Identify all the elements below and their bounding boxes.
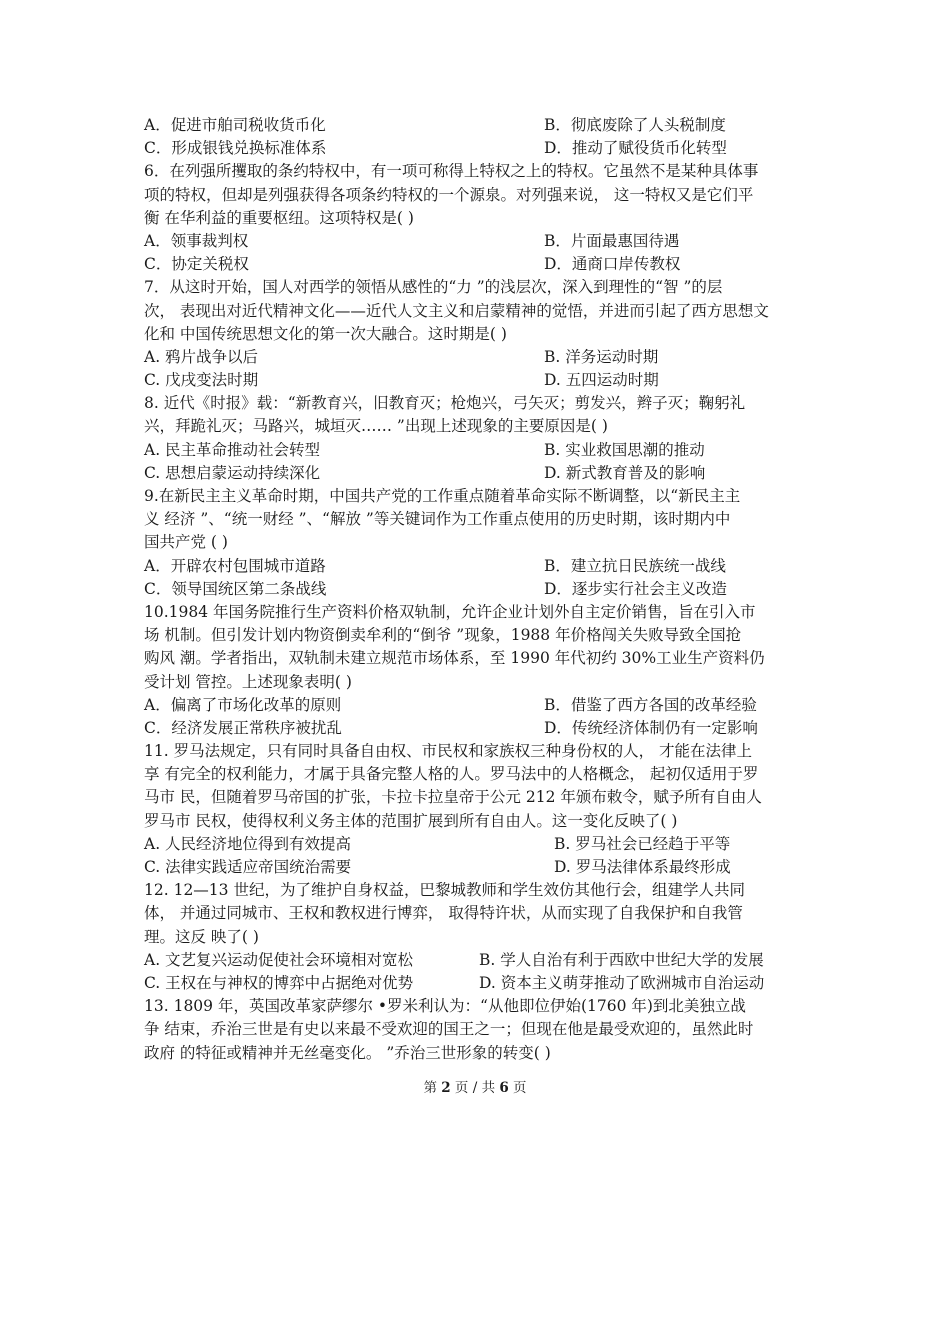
- question-text-line: 12. 12—13 世纪，为了维护自身权益，巴黎城教师和学生效仿其他行会，组建学人共同: [144, 881, 745, 900]
- exam-content: [144, 114, 814, 1065]
- option-c[interactable]: C. 戊戌变法时期: [144, 371, 259, 390]
- question-6: [144, 160, 814, 276]
- option-a[interactable]: A. 文艺复兴运动促使社会环境相对宽松: [144, 950, 414, 969]
- option-a[interactable]: A．偏离了市场化改革的原则: [144, 695, 342, 714]
- option-row: [144, 833, 814, 856]
- option-a[interactable]: A．开辟农村包围城市道路: [144, 556, 326, 575]
- option-c[interactable]: C．协定关税权: [144, 255, 249, 274]
- question-text-line: 11. 罗马法规定，只有同时具备自由权、市民权和家族权三种身份权的人， 才能在法律上: [144, 742, 753, 761]
- option-row: [144, 439, 814, 462]
- option-c[interactable]: C. 法律实践适应帝国统治需要: [144, 858, 352, 876]
- question-12: [144, 879, 814, 995]
- question-text-line: 化和 中国传统思想文化的第一次大融合。这时期是( ): [144, 324, 507, 343]
- option-row: [144, 346, 814, 369]
- question-text-line: 争 结束，乔治三世是有史以来最不受欢迎的国王之一；但现在他是最受欢迎的，虽然此时: [144, 1020, 754, 1039]
- question-9: [144, 485, 814, 601]
- question-5-options: [144, 114, 814, 160]
- question-text-line: 罗马市 民权，使得权利义务主体的范围扩展到所有自由人。这一变化反映了( ): [144, 811, 678, 830]
- option-b[interactable]: B．借鉴了西方各国的改革经验: [544, 695, 757, 714]
- option-d[interactable]: D．推动了赋役货币化转型: [544, 139, 727, 158]
- option-row: [144, 694, 814, 717]
- option-row: [144, 462, 814, 485]
- option-d[interactable]: D. 五四运动时期: [544, 371, 659, 390]
- option-row: [144, 369, 814, 392]
- page-footer: [0, 1079, 950, 1097]
- option-row: [144, 949, 814, 972]
- question-text-line: 义 经济 ”、“统一财经 ”、“解放 ”等关键词作为工作重点使用的历史时期，该时期内中: [144, 510, 731, 529]
- question-8: [144, 392, 814, 485]
- option-d[interactable]: D．逐步实行社会主义改造: [544, 579, 727, 598]
- question-text-line: 受计划 管控。上述现象表明( ): [144, 672, 352, 691]
- option-row: [144, 253, 814, 276]
- question-text-line: 享 有完全的权利能力，才属于具备完整人格的人。罗马法中的人格概念， 起初仅适用于罗: [144, 765, 759, 784]
- option-d[interactable]: D．传统经济体制仍有一定影响: [544, 718, 758, 737]
- question-text-line: 体， 并通过同城市、王权和教权进行博弈， 取得特许状，从而实现了自我保护和自我管: [144, 904, 743, 923]
- question-text-line: 项的特权，但却是列强获得各项条约特权的一个源泉。对列强来说， 这一特权又是它们平: [144, 185, 754, 204]
- option-b[interactable]: B. 实业救国思潮的推动: [544, 440, 705, 459]
- question-text-line: 国共产党 ( ): [144, 533, 228, 552]
- footer-suffix: 页: [508, 1080, 527, 1096]
- option-b[interactable]: B. 罗马社会已经趋于平等: [554, 834, 731, 853]
- option-c[interactable]: C．领导国统区第二条战线: [144, 579, 327, 598]
- option-row: [144, 555, 814, 578]
- question-text-line: 10.1984 年国务院推行生产资料价格双轨制，允许企业计划外自主定价销售，旨在引入市: [144, 602, 756, 621]
- option-d[interactable]: D. 罗马法律体系最终形成: [554, 858, 731, 876]
- option-c[interactable]: C．形成银钱兑换标准体系: [144, 139, 327, 158]
- page-total: 6: [499, 1080, 509, 1096]
- option-c[interactable]: C．经济发展正常秩序被扰乱: [144, 718, 342, 737]
- option-row: [144, 972, 814, 995]
- option-b[interactable]: B．彻底废除了人头税制度: [544, 116, 726, 134]
- question-text-line: 场 机制。但引发计划内物资倒卖牟利的“倒爷 ”现象，1988 年价格闯关失败导致全国抢: [144, 626, 742, 645]
- question-text-line: 政府 的特征或精神并无丝毫变化。 ”乔治三世形象的转变( ): [144, 1043, 551, 1062]
- question-text-line: 7．从这时开始，国人对西学的领悟从感性的“力 ”的浅层次，深入到理性的“智 ”的层: [144, 278, 723, 297]
- option-row: [144, 230, 814, 253]
- option-c[interactable]: C. 王权在与神权的博弈中占据绝对优势: [144, 973, 414, 992]
- option-row: [144, 578, 814, 601]
- option-row: [144, 856, 814, 879]
- option-a[interactable]: A．促进市舶司税收货币化: [144, 116, 326, 134]
- option-a[interactable]: A. 鸦片战争以后: [144, 347, 259, 366]
- question-11: [144, 740, 814, 879]
- question-text-line: 购风 潮。学者指出，双轨制未建立规范市场体系，至 1990 年代初约 30%工业生产资料仍: [144, 649, 765, 668]
- option-a[interactable]: A．领事裁判权: [144, 231, 249, 250]
- footer-middle: 页 / 共: [450, 1080, 500, 1096]
- option-c[interactable]: C. 思想启蒙运动持续深化: [144, 463, 321, 482]
- page-number: 2: [441, 1080, 451, 1096]
- option-d[interactable]: D. 新式教育普及的影响: [544, 463, 706, 482]
- option-row: [144, 137, 814, 160]
- question-text-line: 马市 民，但随着罗马帝国的扩张，卡拉卡拉皇帝于公元 212 年颁布敕令，赋予所有自由人: [144, 788, 762, 807]
- option-row: [144, 717, 814, 740]
- question-7: [144, 276, 814, 392]
- footer-prefix: 第: [423, 1080, 442, 1096]
- option-b[interactable]: B. 洋务运动时期: [544, 347, 659, 366]
- option-b[interactable]: B．片面最惠国待遇: [544, 231, 680, 250]
- question-text-line: 6．在列强所攫取的条约特权中，有一项可称得上特权之上的特权。它虽然不是某种具体事: [144, 162, 759, 181]
- question-text-line: 9.在新民主主义革命时期，中国共产党的工作重点随着革命实际不断调整，以“新民主主: [144, 487, 741, 505]
- option-a[interactable]: A. 人民经济地位得到有效提高: [144, 834, 352, 853]
- question-text-line: 兴，拜跪礼灭；马路兴，城垣灭…… ”出现上述现象的主要原因是( ): [144, 417, 608, 436]
- option-row: [144, 114, 814, 137]
- question-text-line: 理。这反 映了( ): [144, 927, 259, 946]
- option-b[interactable]: B. 学人自治有利于西欧中世纪大学的发展: [479, 950, 764, 969]
- option-a[interactable]: A. 民主革命推动社会转型: [144, 440, 321, 459]
- question-10: [144, 601, 814, 740]
- question-text-line: 衡 在华利益的重要枢纽。这项特权是( ): [144, 208, 414, 227]
- question-text-line: 8. 近代《时报》载：“新教育兴，旧教育灭；枪炮兴，弓矢灭；剪发兴，辫子灭；鞠躬礼: [144, 394, 746, 413]
- question-13: [144, 995, 814, 1065]
- option-d[interactable]: D．通商口岸传教权: [544, 255, 681, 274]
- question-text-line: 13. 1809 年，英国改革家萨缪尔 •罗米利认为：“从他即位伊始(1760 年)到北美独立战: [144, 997, 746, 1016]
- question-text-line: 次， 表现出对近代精神文化——近代人文主义和启蒙精神的觉悟，并进而引起了西方思想文: [144, 301, 769, 320]
- option-d[interactable]: D. 资本主义萌芽推动了欧洲城市自治运动: [479, 973, 765, 992]
- option-b[interactable]: B．建立抗日民族统一战线: [544, 556, 726, 575]
